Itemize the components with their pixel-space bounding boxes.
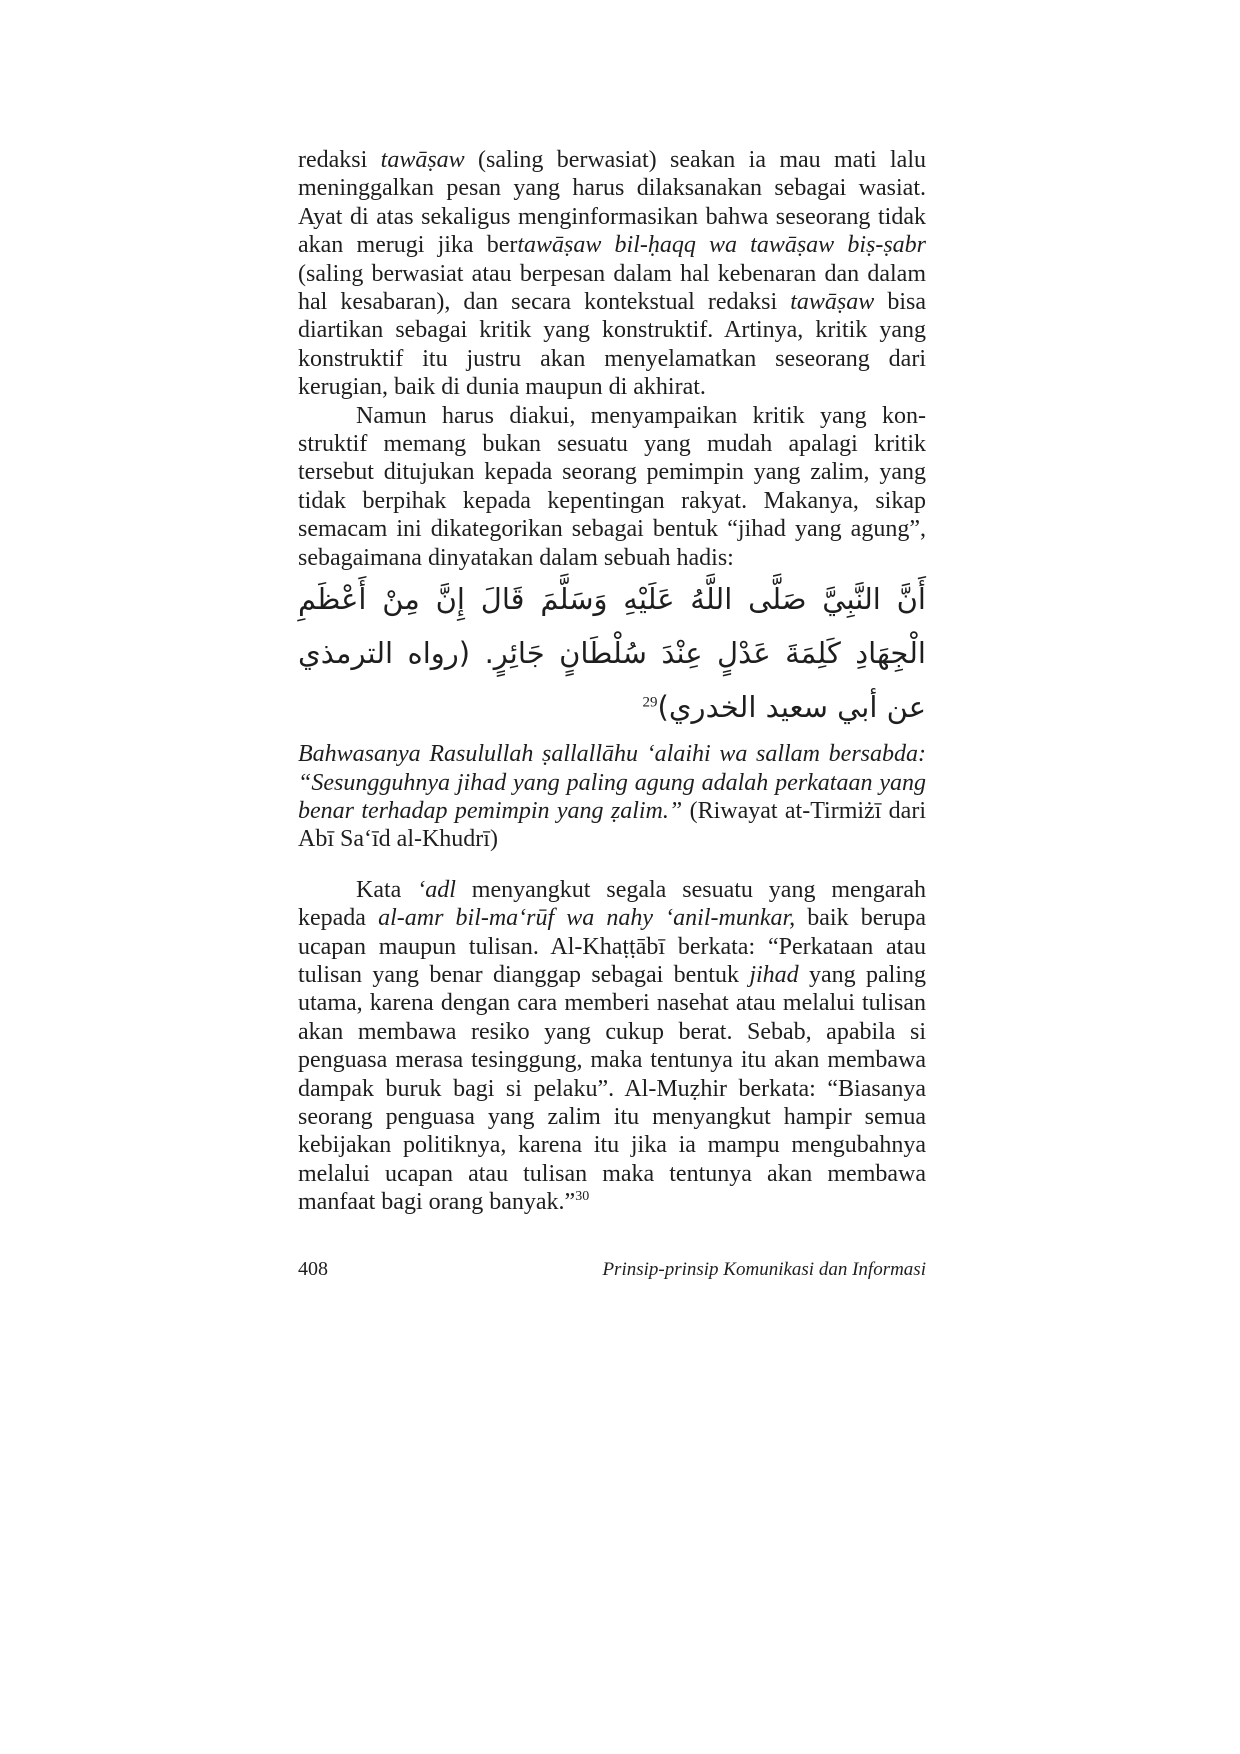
hadith-translation: Bahwasanya Rasulullah ṣallallāhu ‘alaihi wa sallam bersabda: “Sesungguhnya jihad yang paling agung adalah perkataan yang benar terhadap pemimpin yang ẓalim.” (Riwayat at-Tirmiżī dari Abī Sa‘īd al-Khudrī) [298, 741, 926, 853]
paragraph-adl: Kata ‘adl menyangkut segala sesuatu yang mengarah kepada al-amr bil-ma‘rūf wa nahy ‘anil-munkar, baik berupa ucapan maupun tulisan. Al-Khaṭṭābī berkata: “Perkataan atau tulisan yang benar dianggap sebagai bentuk jihad yang paling utama, karena dengan cara memberi nasehat atau melalui tulisan akan membawa resiko yang cukup berat. Sebab, apabila si penguasa merasa tesinggung, maka tentunya itu akan membawa dampak buruk bagi si pelaku”. Al-Muẓhir berkata: “Biasanya seorang penguasa yang zalim itu menyangkut hampir semua kebijakan politiknya, karena itu jika ia mampu mengubahnya melalui ucapan atau tulisan maka tentunya akan membawa manfaat bagi orang banyak.”$^{30}$ [298, 876, 926, 1216]
page-number: 408 [298, 1258, 328, 1280]
body-text [298, 146, 926, 1217]
footnote-ref-29: 29 [642, 694, 658, 711]
paragraph-continuation: redaksi tawāṣaw (saling berwasiat) seakan ia mau mati lalu meninggalkan pesan yang harus dilaksanakan sebagai wasiat. Ayat di atas sekaligus menginformasikan bahwa seseorang tidak akan merugi jika bertawāṣaw bil-ḥaqq wa tawāṣaw biṣ-ṣabr (saling berwasiat atau berpesan dalam hal kebenaran dan dalam hal kesabaran), dan secara kontekstual redaksi tawāṣaw bisa diartikan sebagai kritik yang konstruktif. Artinya, kritik yang konstruktif itu justru akan menyelamatkan seseorang dari kerugian, baik di dunia maupun di akhirat. [298, 147, 927, 401]
hadith-arabic-text: أَنَّ النَّبِيَّ صَلَّى اللَّهُ عَلَيْهِ وَسَلَّمَ قَالَ إِنَّ مِنْ أَعْظَمِ الْجِهَادِ كَلِمَةَ عَدْلٍ عِنْدَ سُلْطَانٍ جَائِرٍ. (رواه الترمذي عن أبي سعيد الخدري) [298, 582, 926, 725]
page-footer [298, 1258, 926, 1288]
paragraph-criticism: Namun harus diakui, menyampaikan kritik yang konstruktif memang bukan sesuatu yang mudah apalagi kritik tersebut ditujukan kepada seorang pemimpin yang zalim, yang tidak berpihak kepada kepentingan rakyat. Makanya, sikap semacam ini dikategorikan sebagai bentuk “jihad yang agung”, sebagaimana dinyatakan dalam sebuah hadis: [298, 402, 926, 571]
footnote-ref-30: 30 [575, 1189, 590, 1205]
running-title: Prinsip-prinsip Komunikasi dan Informasi [602, 1259, 926, 1280]
hadith-arabic [298, 572, 926, 734]
